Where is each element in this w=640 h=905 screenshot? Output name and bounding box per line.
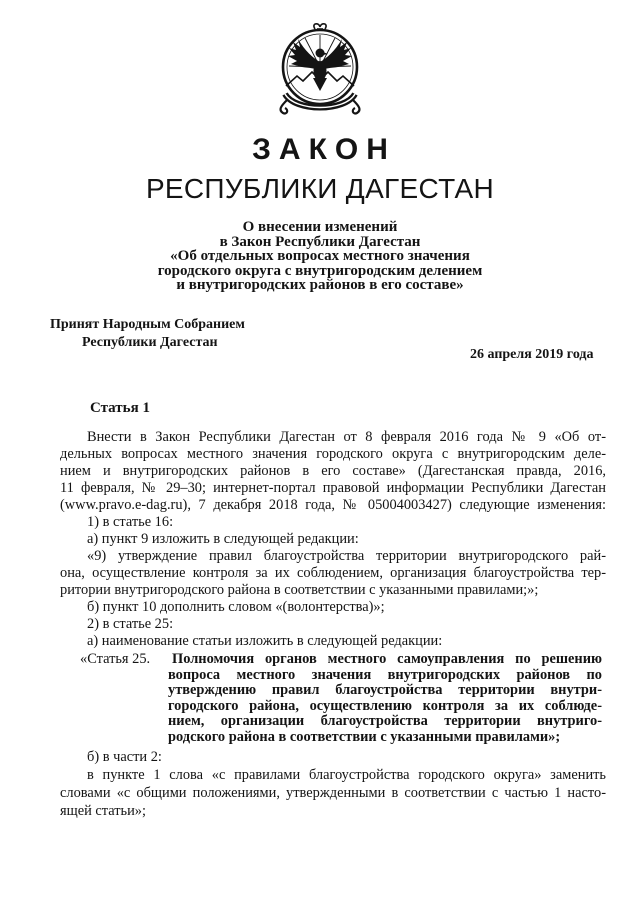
text-line: 1) в статье 16: [87,514,174,530]
adoption-body-line-1: Принят Народным Собранием [50,317,245,332]
text-line: нием, организации благоустройства территории внутриго- [168,714,602,730]
text-line: она, осуществление контроля за их соблюдением, организация благоустройства тер- [60,565,606,581]
text-line: (www.pravo.e-dag.ru), 7 декабря 2018 года, № 05004003427) следующие изменения: [60,497,606,513]
text-line: родского района в соответствии с указанными правилами»; [168,729,561,745]
text-line: вопроса местного значения внутригородских районов по [168,667,602,683]
text-line: утверждению правил благоустройства территории внутри- [168,683,602,699]
text-line: а) наименование статьи изложить в следующей редакции: [87,633,443,649]
title-line: городского округа с внутригородским делением [157,262,483,279]
text-line: в пункте 1 слова «с правилами благоустройства городского округа» заменить [87,767,606,783]
title-line: в Закон Республики Дагестан [219,233,421,250]
text-line: б) в части 2: [87,749,162,765]
text-line: городского района, осуществлению контроля за их соблюде- [168,698,602,714]
text-line: Полномочия органов местного самоуправления по решению [172,652,602,667]
article-25-label: «Статья 25. [80,651,151,667]
republic-title: РЕСПУБЛИКИ ДАГЕСТАН [145,173,495,204]
text-line: 11 февраля, № 29–30; интернет-портал правовой информации Республики Дагестан [60,480,606,496]
title-line: и внутригородских районов в его составе» [176,277,464,293]
text-line: ящей статьи»; [60,803,146,819]
adoption-body-line-2: Республики Дагестан [82,335,218,350]
article-heading: Статья 1 [90,400,150,416]
law-subject-title [0,220,640,293]
adoption-date: 26 апреля 2019 года [470,347,594,362]
text-line: словами «с общими положениями, утвержденными в соответствии с частью 1 насто- [60,785,606,801]
text-line: б) пункт 10 дополнить словом «(волонтерства)»; [87,599,385,615]
text-line: ритории внутригородского района в соответствии с указанными правилами;»; [60,582,539,598]
article-1-continuation [60,748,606,820]
title-line: «Об отдельных вопросах местного значения [170,248,470,264]
coat-of-arms-icon [275,20,365,116]
text-line: 2) в статье 25: [87,616,174,632]
text-line: дельных вопросах местного значения городского округа с внутригородским деле- [60,446,606,462]
title-line: О внесении изменений [242,219,398,235]
article-25-title [168,652,602,746]
emblem-top-knot [314,24,326,29]
text-line: а) пункт 9 изложить в следующей редакции: [87,531,359,547]
text-line: нием и внутригородских районов в его составе» (Дагестанская правда, 2016, [60,463,606,479]
text-line: «9) утверждение правил благоустройства территории внутригородского рай- [87,548,606,564]
text-line: Внести в Закон Республики Дагестан от 8 февраля 2016 года № 9 «Об от- [87,429,606,445]
law-title: ЗАКОН [252,133,396,166]
article-1-body [60,429,606,650]
